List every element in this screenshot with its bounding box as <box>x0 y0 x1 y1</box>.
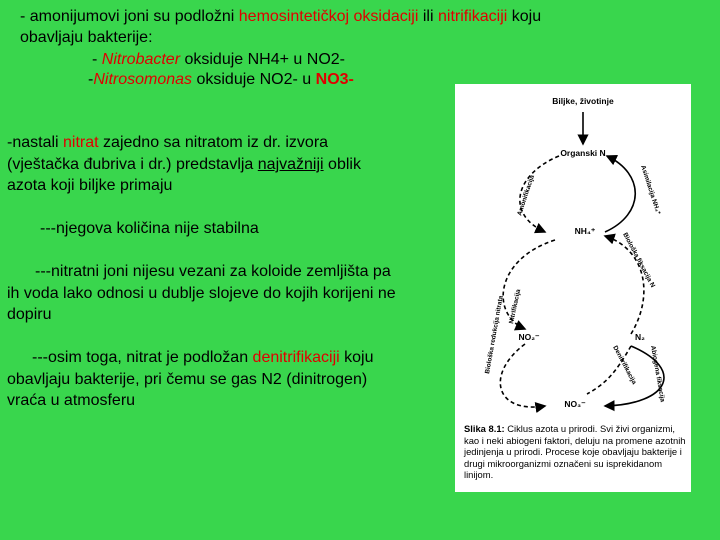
caption-label: Slika 8.1: <box>464 423 505 434</box>
text-segment: - amonijumovi joni su podložni <box>20 8 239 25</box>
label-nitrification: Nitrifikacija <box>508 288 523 325</box>
node-no2: NO₂⁻ <box>518 332 540 342</box>
text-line-3 <box>92 50 345 69</box>
text-segment: koju <box>507 8 542 25</box>
node-no3: NO₃⁻ <box>564 399 586 409</box>
para4-line-3: vraća u atmosferu <box>7 392 136 409</box>
underlined-most-important: najvažniji <box>257 156 324 173</box>
highlight-denitrification: denitrifikaciji <box>252 349 340 366</box>
label-biological-reduction: Biološka redukcija nitrata <box>484 295 505 375</box>
label-biological-fixation: Biološka fiksacija N <box>621 231 657 289</box>
text-segment: oblik <box>323 156 361 173</box>
text-segment: ili <box>418 8 438 25</box>
node-nh4: NH₄⁺ <box>574 226 596 236</box>
para4-line-1 <box>32 348 373 367</box>
highlight-no3: NO3- <box>315 71 354 88</box>
para1-line-3: azota koji biljke primaju <box>7 177 173 194</box>
para1-line-2 <box>7 155 361 174</box>
highlight-nitrosomonas: Nitrosomonas <box>93 71 193 88</box>
text-segment: koju <box>339 349 374 366</box>
para4-line-2: obavljaju bakterije, pri čemu se gas N2 (dinitrogen) <box>7 371 368 388</box>
para3-line-1: ---nitratni joni nijesu vezani za koloide zemljišta pa <box>35 263 391 280</box>
highlight-nitrate: nitrat <box>63 134 99 151</box>
label-assimilation: Asimilacija NH₄⁺ <box>639 164 662 216</box>
label-abiogenic-fixation: Abiogena fiksacija <box>649 345 666 403</box>
text-segment: - <box>92 51 102 68</box>
text-segment: ---osim toga, nitrat je podložan <box>32 349 253 366</box>
nitrogen-cycle-figure <box>455 84 691 492</box>
node-organic-n: Organski N <box>560 148 606 158</box>
para3-line-2: ih voda lako odnosi u dublje slojeve do kojih korijeni ne <box>7 285 396 302</box>
text-line-2: obavljaju bakterije: <box>20 29 153 46</box>
text-line-1 <box>20 7 541 26</box>
caption-text: Ciklus azota u prirodi. Svi živi organizmi, kao i neki abiogeni faktori, deluju na promene azotnih jedinjenja u prirodi. Procese koje obavljaju bakterije i drugi mikroorganizmi označeni su isprekidanom linijom. <box>464 423 686 480</box>
label-denitrification: Denitrifikacija <box>611 344 638 386</box>
text-segment: oksiduje NO2- u <box>192 71 316 88</box>
text-segment: (vještačka đubriva i dr.) predstavlja <box>7 156 258 173</box>
label-ammonification: Amonifikacija <box>516 174 536 217</box>
text-segment: zajedno sa nitratom iz dr. izvora <box>98 134 329 151</box>
arrow-assimilation <box>605 156 635 232</box>
text-segment: oksiduje NH4+ u NO2- <box>180 51 345 68</box>
highlight-hemosynthetic-oxidation: hemosintetičkoj oksidaciji <box>238 8 419 25</box>
highlight-nitrobacter: Nitrobacter <box>101 51 181 68</box>
node-organisms: Biljke, životinje <box>552 96 614 106</box>
highlight-nitrification: nitrifikaciji <box>437 8 508 25</box>
para1-line-1 <box>7 133 328 152</box>
arrow-biological-reduction <box>500 344 545 407</box>
node-n2: N₂ <box>635 332 645 342</box>
text-segment: - <box>88 71 94 88</box>
para2-line: ---njegova količina nije stabilna <box>40 220 259 237</box>
figure-caption <box>464 423 686 481</box>
para3-line-3: dopiru <box>7 306 52 323</box>
text-line-4 <box>88 70 354 89</box>
text-segment: -nastali <box>7 134 64 151</box>
